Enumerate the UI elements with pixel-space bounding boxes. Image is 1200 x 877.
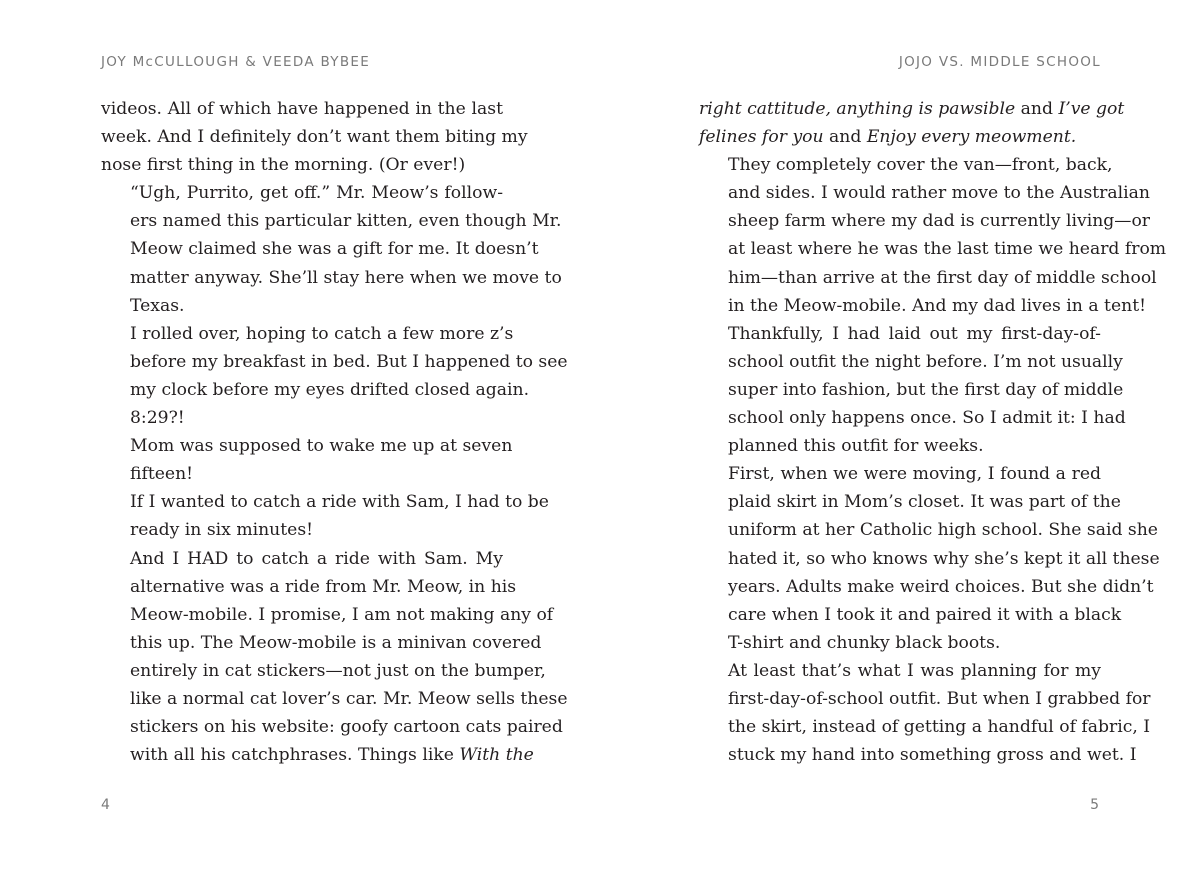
text-line: this up. The Meow-mobile is a minivan covered — [130, 632, 542, 653]
text-line: years. Adults make weird choices. But she didn’t — [728, 576, 1154, 597]
text-line: felines for you and Enjoy every meowment. — [699, 127, 1077, 148]
paragraph — [699, 460, 1160, 657]
paragraph — [699, 95, 1125, 151]
text-line: with all his catchphrases. Things like With the — [130, 745, 534, 766]
text-line: uniform at her Catholic high school. She said she — [728, 520, 1158, 541]
text-line: If I wanted to catch a ride with Sam, I had to be — [130, 492, 549, 513]
paragraph — [101, 432, 513, 488]
text-line: and sides. I would rather move to the Australian — [728, 183, 1150, 204]
text-line: care when I took it and paired it with a black — [728, 604, 1122, 625]
paragraph — [101, 320, 568, 404]
text-line: super into fashion, but the first day of middle — [728, 379, 1124, 400]
italic-phrase: Enjoy every meowment. — [866, 127, 1077, 148]
paragraph — [699, 320, 1126, 460]
text-line: week. And I definitely don’t want them biting my — [101, 127, 528, 148]
text-line: my clock before my eyes drifted closed again. — [130, 379, 530, 400]
text-line: Thankfully, I had laid out my first-day-of- — [728, 323, 1101, 344]
page-number-left: 4 — [101, 797, 110, 813]
text-line: the skirt, instead of getting a handful of fabric, I — [728, 717, 1151, 738]
text-line: stuck my hand into something gross and wet. I — [728, 745, 1137, 766]
text-line: school only happens once. So I admit it: I had — [728, 408, 1126, 429]
text-line: T-shirt and chunky black boots. — [728, 632, 1001, 653]
paragraph — [101, 95, 528, 179]
text-line: like a normal cat lover’s car. Mr. Meow sells these — [130, 688, 568, 709]
text-line: planned this outfit for weeks. — [728, 436, 984, 457]
text-line: at least where he was the last time we heard from — [728, 239, 1167, 260]
text-line: First, when we were moving, I found a red — [728, 464, 1101, 485]
italic-phrase: I’ve got — [1058, 99, 1125, 119]
text-line: They completely cover the van—front, back, — [728, 155, 1113, 176]
text-line: “Ugh, Purrito, get off.” Mr. Meow’s follow- — [130, 183, 503, 204]
paragraph — [101, 488, 549, 544]
text-line: ers named this particular kitten, even though Mr. — [130, 211, 562, 232]
text-line: in the Meow-mobile. And my dad lives in a tent! — [728, 295, 1147, 316]
text-line: before my breakfast in bed. But I happened to see — [130, 351, 568, 372]
text-line: entirely in cat stickers—not just on the bumper, — [130, 660, 546, 681]
text-line: school outfit the night before. I’m not usually — [728, 351, 1123, 372]
paragraph — [101, 179, 562, 319]
text-line: right cattitude, anything is pawsible and I’ve got — [699, 99, 1125, 119]
text-line: I rolled over, hoping to catch a few more z’s — [130, 323, 514, 344]
page-number-right: 5 — [1090, 797, 1099, 813]
text-line: Mom was supposed to wake me up at seven — [130, 436, 513, 457]
italic-phrase: With the — [459, 745, 534, 766]
text-line: 8:29?! — [130, 408, 185, 429]
text-line: hated it, so who knows why she’s kept it all these — [728, 548, 1160, 569]
right-page-body-text — [699, 95, 1167, 769]
italic-phrase: felines for you — [699, 127, 824, 148]
paragraph — [101, 404, 503, 432]
text-line: matter anyway. She’ll stay here when we move to — [130, 267, 562, 288]
text-line: first-day-of-school outfit. But when I grabbed for — [728, 688, 1151, 709]
text-line: stickers on his website: goofy cartoon cats paired — [130, 717, 563, 738]
italic-phrase: right cattitude, anything is pawsible — [699, 99, 1016, 119]
text-line: And I HAD to catch a ride with Sam. My — [130, 548, 503, 569]
text-line: At least that’s what I was planning for my — [728, 660, 1101, 681]
text-line: ready in six minutes! — [130, 520, 314, 541]
text-line: alternative was a ride from Mr. Meow, in his — [130, 576, 517, 597]
left-page-body-text — [101, 95, 568, 769]
running-head-authors: JOY McCULLOUGH & VEEDA BYBEE — [101, 54, 371, 70]
text-line: Meow-mobile. I promise, I am not making any of — [130, 604, 554, 625]
paragraph — [699, 151, 1167, 320]
text-line: Meow claimed she was a gift for me. It doesn’t — [130, 239, 539, 260]
text-line: sheep farm where my dad is currently living—or — [728, 211, 1151, 232]
text-line: fifteen! — [130, 464, 194, 485]
text-line: him—than arrive at the first day of middle school — [728, 267, 1157, 288]
text-line: Texas. — [130, 295, 185, 316]
paragraph — [101, 545, 568, 770]
paragraph — [699, 657, 1151, 769]
running-head-title: JOJO VS. MIDDLE SCHOOL — [898, 54, 1101, 70]
text-line: nose first thing in the morning. (Or ever!) — [101, 155, 466, 176]
text-line: plaid skirt in Mom’s closet. It was part of the — [728, 492, 1121, 513]
right-page — [600, 0, 1200, 877]
text-line: videos. All of which have happened in the last — [101, 99, 503, 119]
